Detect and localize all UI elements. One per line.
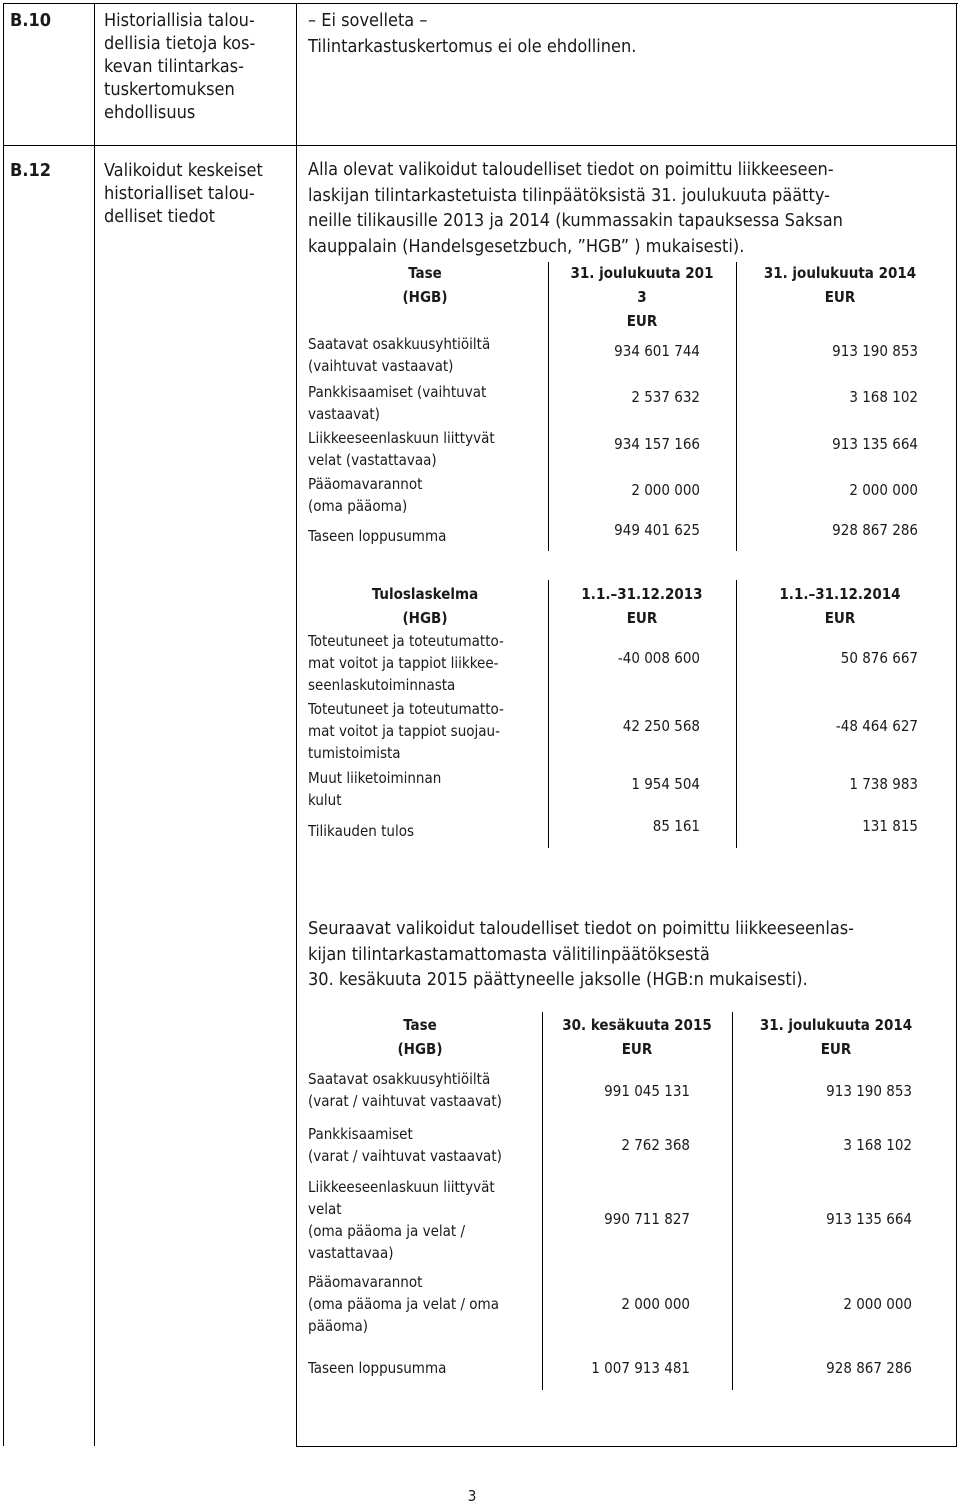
table-cell-value: 913 190 853 — [832, 342, 918, 360]
table3-header-label — [365, 1013, 475, 1061]
table2-header-col1 — [552, 582, 732, 630]
header-line: Tase — [403, 1016, 437, 1034]
table-row-label: Tilikauden tulos — [308, 822, 414, 840]
title-line: delliset tiedot — [104, 206, 215, 227]
frame-right-border — [956, 3, 957, 1446]
table-row-label: Pääomavarannot (oma pääoma ja velat / oma pääoma) — [308, 1273, 499, 1335]
table3-col-line-1 — [542, 1012, 543, 1390]
table-row-label: Saatavat osakkuusyhtiöiltä (varat / vaihtuvat vastaavat) — [308, 1070, 502, 1110]
interim-line: 30. kesäkuuta 2015 päättyneelle jaksolle (HGB:n mukaisesti). — [308, 969, 808, 990]
table-row-label: Toteutuneet ja toteutumatto- mat voitot ja tappiot liikkee- seenlaskutoiminnasta — [308, 632, 504, 694]
frame-col-divider-1 — [94, 3, 95, 1446]
table-cell-value: 2 000 000 — [843, 1295, 912, 1313]
body-line: – Ei sovelleta – — [308, 10, 428, 31]
section-separator — [3, 145, 957, 146]
table1-header-col2 — [740, 261, 940, 309]
table-cell-value: 85 161 — [652, 817, 700, 835]
table1-header-col1 — [552, 261, 732, 333]
table-row-label: Liikkeeseenlaskuun liittyvät velat (vastattavaa) — [308, 429, 495, 469]
title-line: dellisia tietoja kos- — [104, 33, 256, 54]
table-cell-value: 1 738 983 — [849, 775, 918, 793]
frame-col-divider-2 — [296, 3, 297, 1446]
table-cell-value: 913 135 664 — [832, 435, 918, 453]
table-cell-value: 131 815 — [862, 817, 918, 835]
title-line: ehdollisuus — [104, 102, 196, 123]
table2-header-label — [350, 582, 500, 630]
header-line: EUR — [824, 288, 856, 306]
table-row-label: Liikkeeseenlaskuun liittyvät velat (oma pääoma ja velat / vastattavaa) — [308, 1178, 495, 1262]
body-line: Tilintarkastuskertomus ei ole ehdollinen. — [308, 36, 637, 57]
table-cell-value: 2 000 000 — [849, 481, 918, 499]
section-id-b10: B.10 — [10, 10, 52, 31]
table3-header-col1 — [546, 1013, 728, 1061]
interim-line: Seuraavat valikoidut taloudelliset tiedot on poimittu liikkeeseenlas- — [308, 918, 855, 939]
table-cell-value: 990 711 827 — [604, 1210, 690, 1228]
table-cell-value: 913 135 664 — [826, 1210, 912, 1228]
interim-line: kijan tilintarkastamattomasta välitilinpäätöksestä — [308, 943, 710, 965]
header-line: (HGB) — [402, 609, 448, 627]
page-number: 3 — [467, 1487, 477, 1505]
table-cell-value: 3 168 102 — [843, 1136, 912, 1154]
table-cell-value: 913 190 853 — [826, 1082, 912, 1100]
header-line: 31. joulukuuta 201 — [570, 264, 714, 282]
table-row-label: Pankkisaamiset (varat / vaihtuvat vastaavat) — [308, 1125, 502, 1165]
table2-col-line-2 — [736, 580, 737, 848]
table-cell-value: 1 007 913 481 — [591, 1359, 690, 1377]
title-line: tuskertomuksen — [104, 79, 235, 100]
table-cell-value: 1 954 504 — [631, 775, 700, 793]
intro-line: kauppalain (Handelsgesetzbuch, ”HGB” ) mukaisesti). — [308, 235, 745, 257]
frame-top-border — [3, 3, 958, 4]
header-line: 3 — [637, 288, 647, 306]
table-cell-value: 991 045 131 — [604, 1082, 690, 1100]
table-cell-value: 2 000 000 — [621, 1295, 690, 1313]
table-cell-value: 2 537 632 — [631, 388, 700, 406]
table-cell-value: -48 464 627 — [835, 717, 918, 735]
header-line: EUR — [626, 312, 658, 330]
header-line: (HGB) — [397, 1040, 443, 1058]
table1-col-line-2 — [736, 262, 737, 551]
intro-line: neille tilikausille 2013 ja 2014 (kummassakin tapauksessa Saksan — [308, 210, 843, 231]
interim-paragraph — [308, 916, 944, 993]
table-cell-value: 949 401 625 — [614, 521, 700, 539]
header-line: 30. kesäkuuta 2015 — [562, 1016, 712, 1034]
section-body-b10 — [308, 9, 636, 58]
title-line: Historiallisia talou- — [104, 10, 255, 31]
table-row-label: Muut liiketoiminnan kulut — [308, 769, 442, 809]
header-line: EUR — [621, 1040, 653, 1058]
table-cell-value: 928 867 286 — [826, 1359, 912, 1377]
header-line: (HGB) — [402, 288, 448, 306]
table-cell-value: 42 250 568 — [622, 717, 700, 735]
table-row-label: Saatavat osakkuusyhtiöiltä (vaihtuvat vastaavat) — [308, 335, 491, 375]
table-cell-value: 934 601 744 — [614, 342, 700, 360]
table-row-label: Taseen loppusumma — [308, 527, 447, 545]
header-line: EUR — [626, 609, 658, 627]
table-row-label: Pääomavarannot (oma pääoma) — [308, 475, 423, 515]
frame-left-border — [3, 3, 4, 1446]
table-row-label: Pankkisaamiset (vaihtuvat vastaavat) — [308, 383, 487, 423]
intro-line: Alla olevat valikoidut taloudelliset tiedot on poimittu liikkeeseen- — [308, 159, 834, 180]
table2-header-col2 — [740, 582, 940, 630]
section-id-b12: B.12 — [10, 160, 52, 181]
title-line: historialliset talou- — [104, 183, 255, 204]
table1-header-label — [370, 261, 480, 309]
table3-header-col2 — [736, 1013, 936, 1061]
table-row-label: Taseen loppusumma — [308, 1359, 447, 1377]
table-row-label: Toteutuneet ja toteutumatto- mat voitot ja tappiot suojau- tumistoimista — [308, 700, 504, 762]
table-cell-value: 3 168 102 — [849, 388, 918, 406]
title-line: kevan tilintarkas- — [104, 56, 244, 77]
section-title-b10 — [104, 9, 255, 124]
header-line: Tase — [408, 264, 442, 282]
table3-col-line-2 — [732, 1012, 733, 1390]
header-line: 1.1.–31.12.2013 — [581, 585, 703, 603]
header-line: EUR — [824, 609, 856, 627]
table-cell-value: 2 762 368 — [621, 1136, 690, 1154]
table-cell-value: 928 867 286 — [832, 521, 918, 539]
intro-paragraph — [308, 157, 944, 259]
intro-line: laskijan tilintarkastetuista tilinpäätöksistä 31. joulukuuta päätty- — [308, 184, 830, 206]
header-line: EUR — [820, 1040, 852, 1058]
frame-bottom-border — [296, 1446, 957, 1447]
table2-col-line-1 — [548, 580, 549, 848]
section-title-b12 — [104, 159, 263, 228]
header-line: 31. joulukuuta 2014 — [759, 1016, 913, 1034]
table-cell-value: 50 876 667 — [840, 649, 918, 667]
table-cell-value: 2 000 000 — [631, 481, 700, 499]
title-line: Valikoidut keskeiset — [104, 160, 263, 181]
table-cell-value: -40 008 600 — [617, 649, 700, 667]
header-line: 31. joulukuuta 2014 — [763, 264, 917, 282]
table1-col-line-1 — [548, 262, 549, 551]
header-line: Tuloslaskelma — [371, 585, 479, 603]
table-cell-value: 934 157 166 — [614, 435, 700, 453]
header-line: 1.1.–31.12.2014 — [779, 585, 901, 603]
